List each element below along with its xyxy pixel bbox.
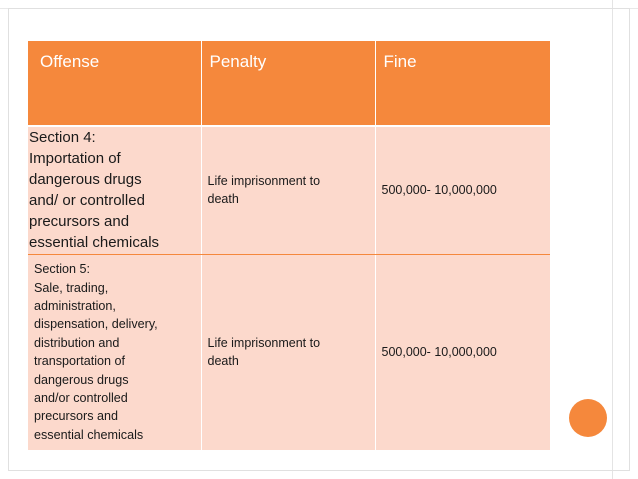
fine-cell: 500,000- 10,000,000 — [375, 254, 550, 450]
table-header-row — [28, 41, 550, 126]
header-offense: Offense — [28, 41, 201, 126]
fine-cell: 500,000- 10,000,000 — [375, 126, 550, 254]
penalty-table — [28, 41, 550, 450]
decorative-circle — [569, 399, 607, 437]
offense-cell: Section 5: Sale, trading, administration, dispensation, delivery, distribution and transportation of dangerous drugs and/or controlled precursors and essential chemicals — [28, 254, 201, 450]
penalty-cell: Life imprisonment to death — [201, 126, 375, 254]
offense-cell: Section 4: Importation of dangerous drugs and/ or controlled precursors and essential chemicals — [28, 126, 201, 254]
penalty-cell: Life imprisonment to death — [201, 254, 375, 450]
header-fine: Fine — [375, 41, 550, 126]
penalty-table-container — [28, 41, 550, 450]
header-penalty: Penalty — [201, 41, 375, 126]
table-row — [28, 254, 550, 450]
table-row — [28, 126, 550, 254]
